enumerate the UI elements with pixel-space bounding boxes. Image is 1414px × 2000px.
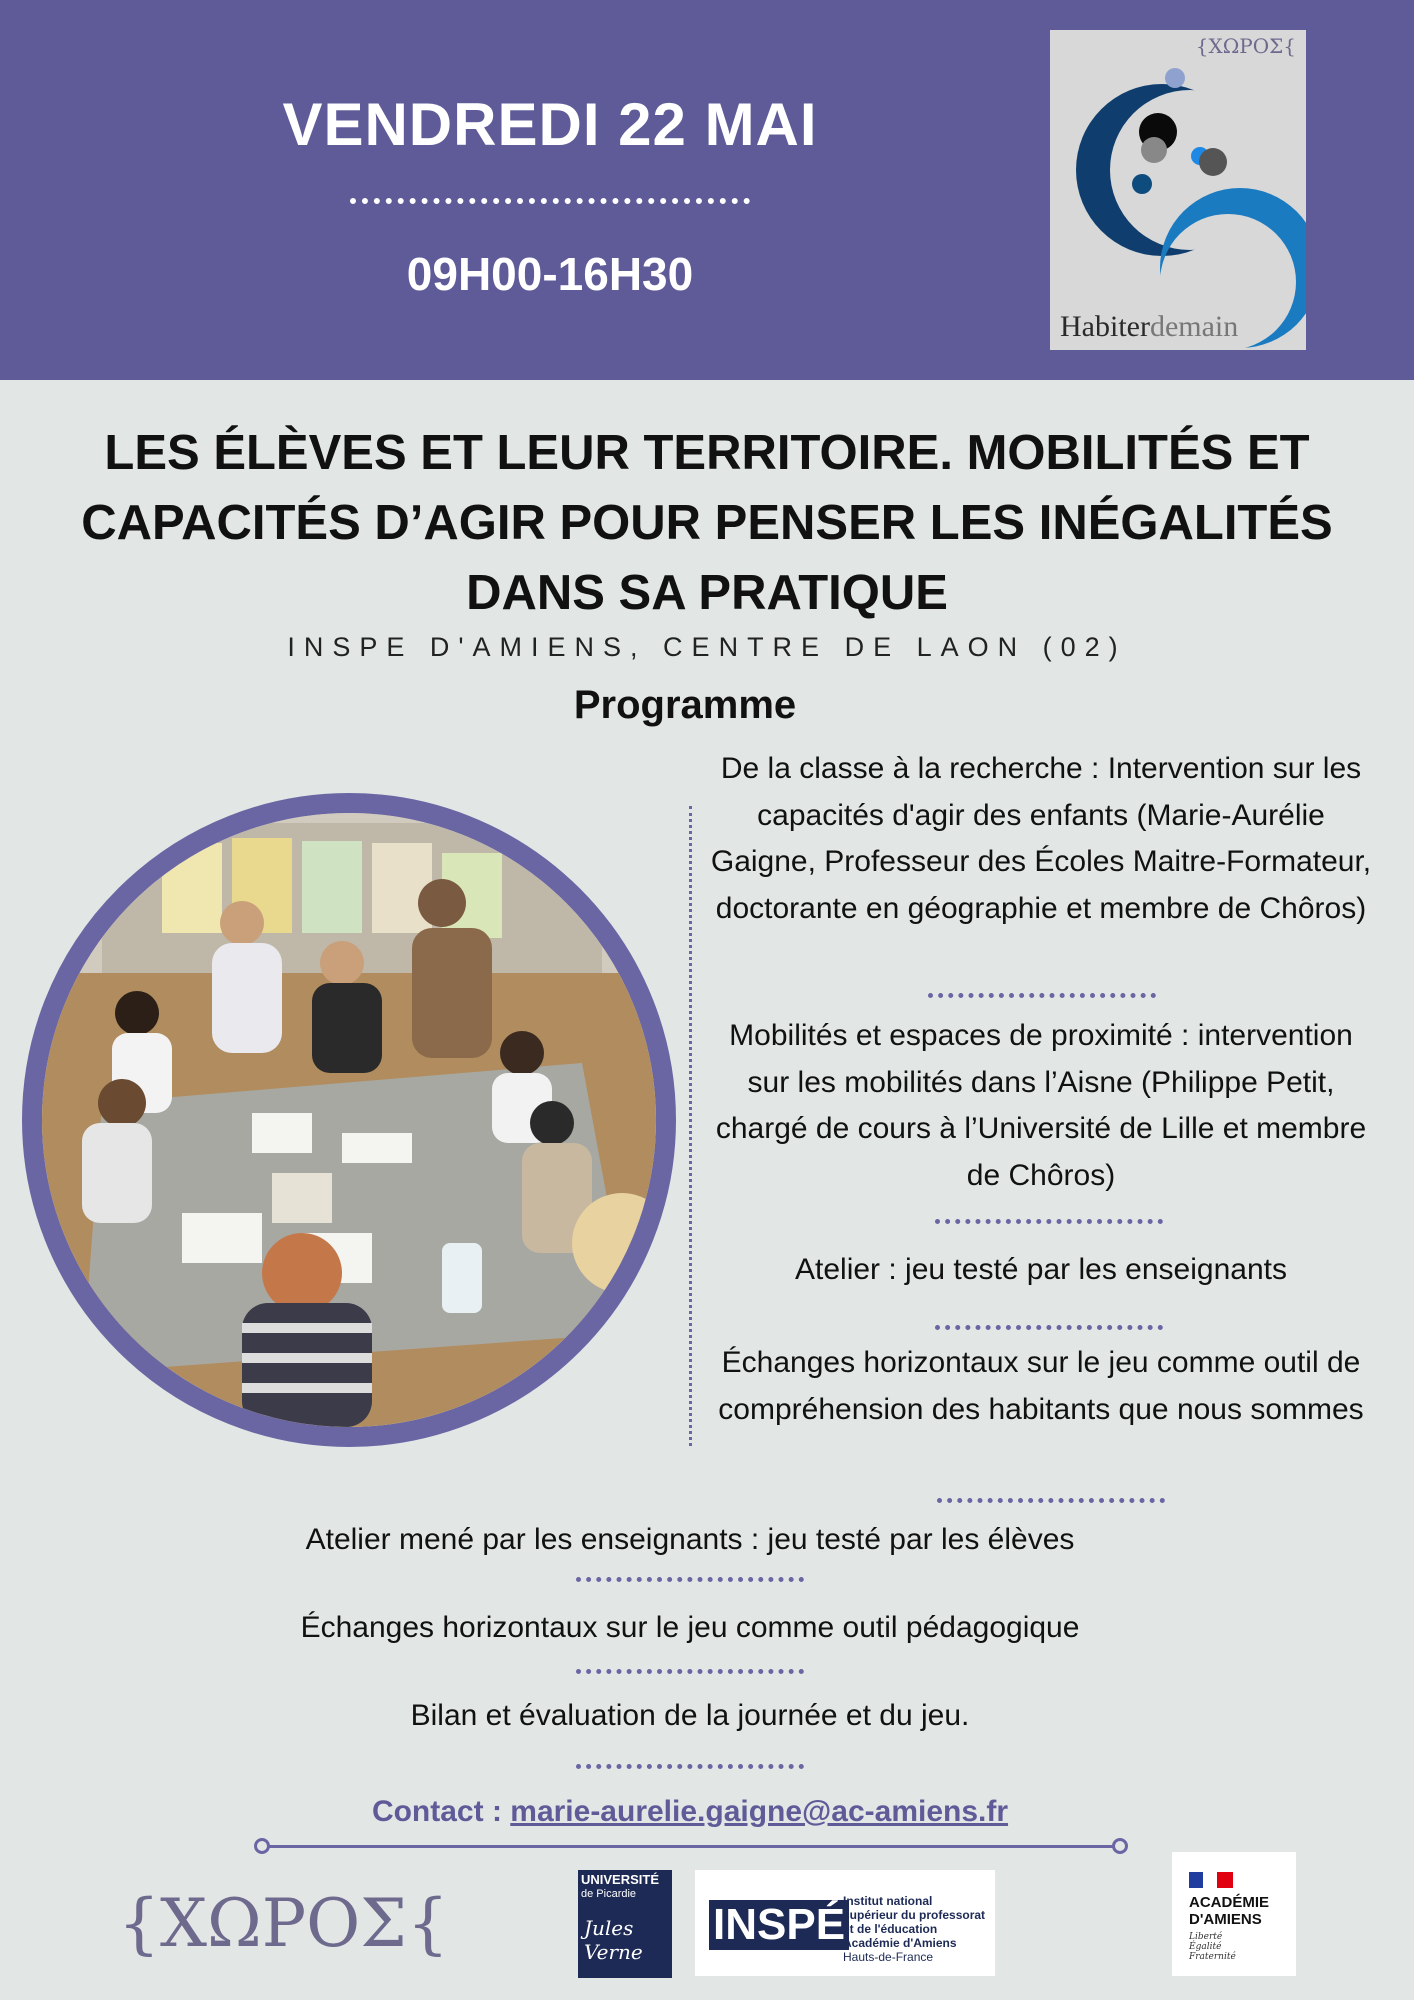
programme-item-7: Bilan et évaluation de la journée et du jeu.: [410, 1699, 970, 1732]
inspe-description: [843, 1894, 985, 1950]
programme-item-6: Échanges horizontaux sur le jeu comme outil pédagogique: [300, 1611, 1080, 1644]
line-end-dot: [1112, 1838, 1128, 1854]
acad-line2: D'AMIENS: [1189, 1911, 1262, 1928]
item-separator: [576, 1764, 804, 1769]
logo-name-part2: demain: [1149, 310, 1239, 343]
contact-email-link[interactable]: marie-aurelie.gaigne@ac-amiens.fr: [510, 1795, 1009, 1828]
event-date: VENDREDI 22 MAI: [282, 91, 818, 158]
logo-graphic: [1050, 30, 1306, 350]
acad-line1: ACADÉMIE: [1189, 1894, 1270, 1911]
contact-label: Contact :: [371, 1795, 511, 1828]
item-separator: [935, 1325, 1163, 1330]
programme-heading: Programme: [573, 683, 797, 727]
inspe-logo: [695, 1870, 995, 1976]
univ-line2: de Picardie: [581, 1888, 637, 1900]
contact-underline: [262, 1845, 1120, 1848]
logo-brand-text: {ΧΩΡΟΣ{: [1195, 34, 1296, 58]
item-separator: [935, 1219, 1163, 1224]
motto-fraternite: Fraternité: [1189, 1952, 1236, 1962]
inspe-region: Hauts-de-France: [843, 1950, 934, 1964]
programme-item-3: Atelier : jeu testé par les enseignants: [795, 1253, 1287, 1286]
univ-line3: Jules Verne: [584, 1916, 643, 1964]
dotted-divider: [350, 198, 750, 204]
motto-liberte: Liberté: [1189, 1932, 1223, 1942]
logo-name-part1: Habiter: [1060, 310, 1150, 343]
event-location: INSPE D'AMIENS, CENTRE DE LAON (02): [287, 632, 1127, 662]
event-time: 09H00-16H30: [406, 248, 694, 300]
academie-amiens-logo: [1172, 1852, 1296, 1976]
french-flag-icon: [1189, 1872, 1233, 1888]
event-title: LES ÉLÈVES ET LEUR TERRITOIRE. MOBILITÉS ET CAPACITÉS D’AGIR POUR PENSER LES INÉGALITÉS DANS SA PRATIQUE: [81, 426, 1333, 620]
inspe-line4: Académie d'Amiens: [843, 1936, 957, 1950]
universite-picardie-logo: [578, 1870, 672, 1978]
inspe-wordmark: INSPÉ: [709, 1900, 849, 1950]
academie-name: [1189, 1894, 1269, 1928]
logo-name: [1060, 310, 1238, 344]
univ-line1: UNIVERSITÉ: [581, 1872, 660, 1887]
programme-item-5: Atelier mené par les enseignants : jeu testé par les élèves: [305, 1523, 1075, 1556]
inspe-line2: supérieur du professorat: [843, 1908, 986, 1922]
programme-item-2: Mobilités et espaces de proximité : intervention sur les mobilités dans l’Aisne (Philippe Petit, chargé de cours à l’Université de Lille et membre de Chôros): [715, 1019, 1367, 1192]
inspe-line1: Institut national: [843, 1894, 933, 1908]
republic-motto: [1189, 1932, 1236, 1962]
item-separator: [928, 993, 1156, 998]
item-separator: [576, 1577, 804, 1582]
motto-egalite: Égalité: [1189, 1942, 1222, 1952]
contact-line: [0, 1795, 1380, 1829]
programme-item-4: Échanges horizontaux sur le jeu comme outil de compréhension des habitants que nous sommes: [718, 1346, 1364, 1426]
vertical-dotted-divider: [689, 806, 692, 1446]
programme-item-1: De la classe à la recherche : Intervention sur les capacités d'agir des enfants (Marie-Aurélie Gaigne, Professeur des Écoles Maitre-Formateur, doctorante en géographie et membre de Chôros): [710, 752, 1372, 925]
habiter-demain-logo: [1050, 30, 1306, 350]
photo-illustration: [42, 813, 656, 1427]
item-separator: [937, 1498, 1165, 1503]
line-end-dot: [254, 1838, 270, 1854]
choros-logo: {ΧΩΡΟΣ{: [118, 1885, 449, 1962]
workshop-photo: [22, 793, 676, 1447]
item-separator: [576, 1669, 804, 1674]
inspe-line3: et de l'éducation: [843, 1922, 938, 1936]
